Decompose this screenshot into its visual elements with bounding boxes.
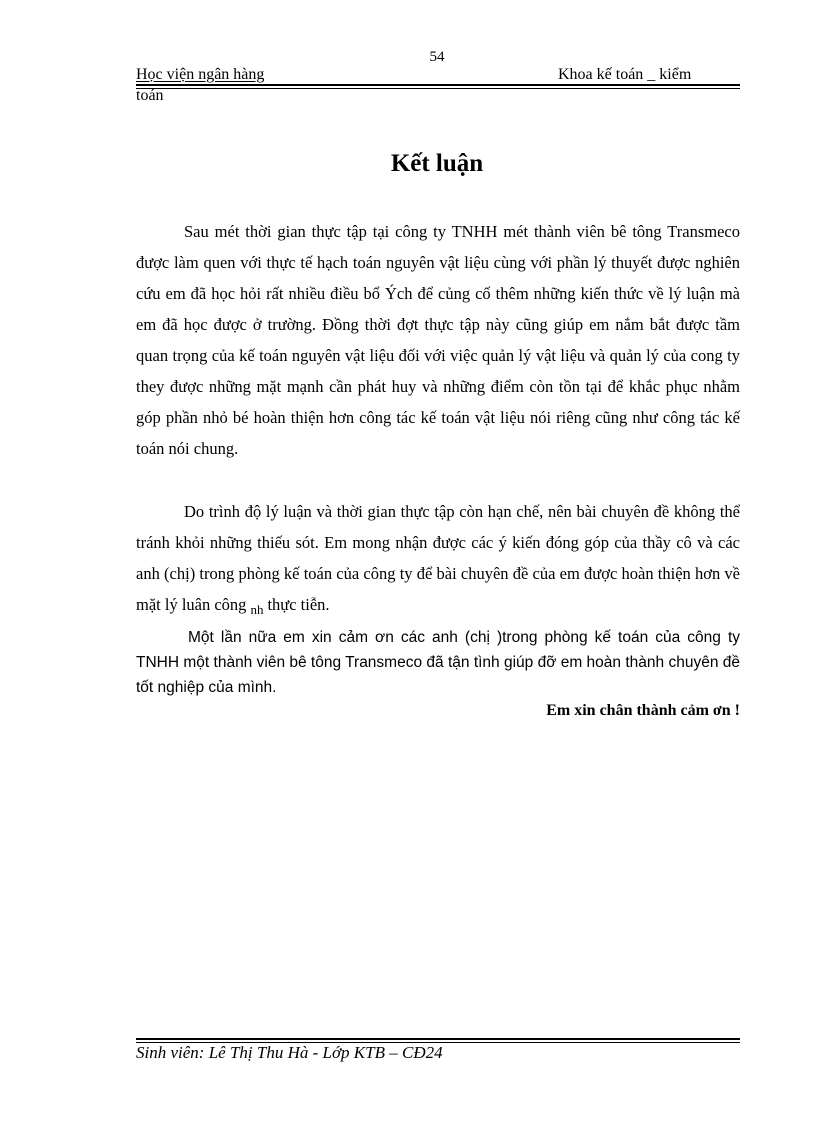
page-title: Kết luận — [390, 150, 484, 177]
paragraph-2-main: Do trình độ lý luận và thời gian thực tập còn hạn chế, nên bài chuyên đề không thể tránh khỏi những thiếu sót. Em mong nhận được các ý kiến đóng góp của thầy cô và các anh (chị) trong phòng kế toán của công ty để bài chuyên đề của em được hoàn thiện hơn về mặt lý luân công — [136, 502, 740, 614]
closing-line: Em xin chân thành cảm ơn ! — [546, 702, 740, 719]
paragraph-1: Sau mét thời gian thực tập tại công ty TNHH mét thành viên bê tông Transmeco được làm quen với thực tế hạch toán nguyên vật liệu cùng với phần lý thuyết được nghiên cứu em đã học hỏi rất nhiều điều bổ Ých để củng cố thêm những kiến thức về lý luận mà em đã học được ở trường. Đồng thời đợt thực tập này cũng giúp em nắm bắt được tầm quan trọng của kế toán nguyên vật liệu đối với việc quản lý vật liệu và quản lý của cong ty they được những mặt mạnh cần phát huy và những điểm còn tồn tại để khắc phục nhằm góp phần nhỏ bé hoàn thiện hơn công tác kế toán vật liệu nói riêng cũng như công tác kế toán nói chung. — [136, 222, 740, 458]
header-divider-thin — [136, 88, 740, 89]
page-number: 54 — [429, 49, 445, 65]
paragraph-2 — [136, 496, 740, 625]
paragraph-2-subscript: nh — [250, 602, 264, 617]
paragraph-2-end: thực tiễn. — [267, 595, 330, 614]
header-left — [136, 65, 264, 85]
header-department: Khoa kế toán _ kiểm — [558, 66, 692, 83]
footer-divider-thick — [136, 1038, 740, 1040]
header-school-name: Học viện ngân hàng — [136, 66, 265, 83]
header-divider-thick — [136, 84, 740, 86]
header-department-wrap: toán — [136, 87, 164, 104]
paragraph-3: Một lần nữa em xin cảm ơn các anh (chị )trong phòng kế toán của công ty TNHH một thành viên bê tông Transmeco đã tận tình giúp đỡ em hoàn thành chuyên đề tốt nghiệp của mình. — [136, 629, 740, 696]
footer-student-info: Sinh viên: Lê Thị Thu Hà - Lớp KTB – CĐ24 — [136, 1043, 443, 1062]
